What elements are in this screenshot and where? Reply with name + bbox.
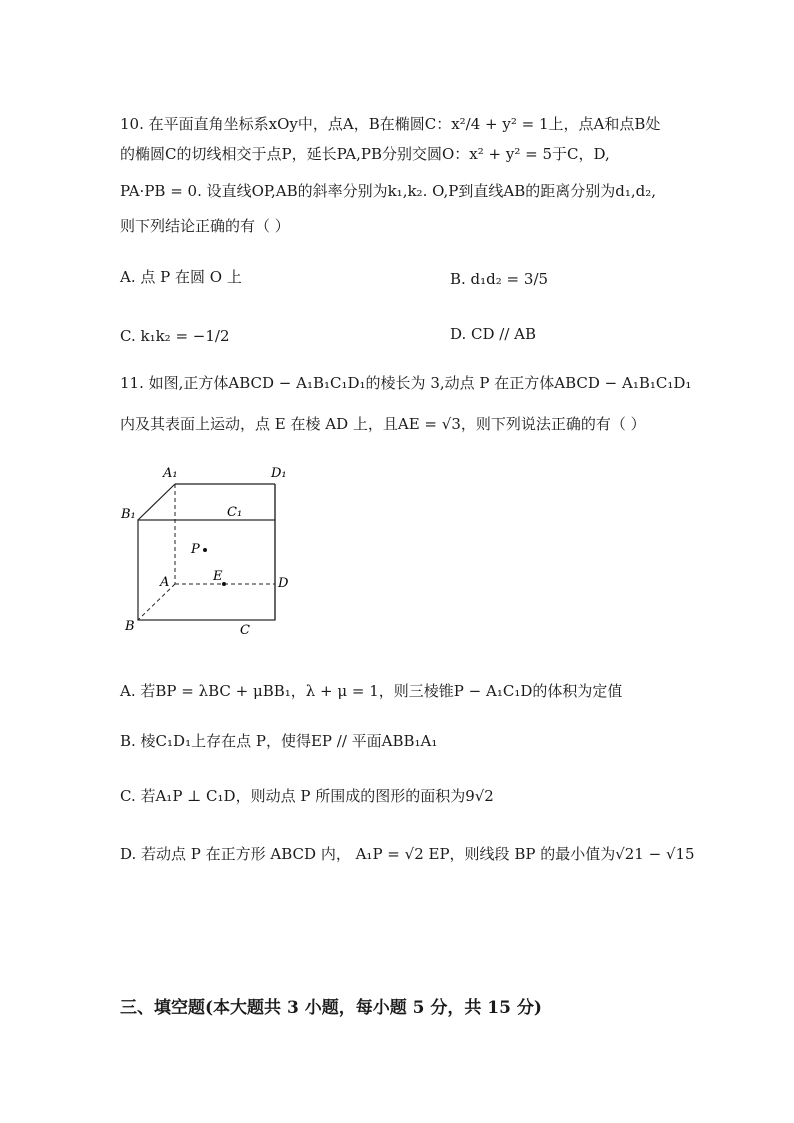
q10-line3: PA·PB = 0. 设直线OP,AB的斜率分别为k₁,k₂. O,P到直线AB的距离分别为d₁,d₂,	[120, 182, 657, 200]
label-a1: A₁	[163, 466, 178, 481]
q11-option-a: A. 若BP = λBC + μBB₁，λ + μ = 1，则三棱锥P − A₁C₁D的体积为定值	[120, 682, 623, 700]
point-e	[222, 582, 226, 586]
label-p: P	[191, 542, 200, 557]
q11-line1: 11. 如图,正方体ABCD − A₁B₁C₁D₁的棱长为 3,动点 P 在正方体ABCD − A₁B₁C₁D₁	[120, 374, 692, 392]
hidden-edge-a-b	[138, 584, 175, 620]
label-c1: C₁	[227, 505, 243, 520]
label-c: C	[240, 623, 250, 638]
label-d1: D₁	[271, 466, 287, 481]
point-p	[203, 548, 207, 552]
q11-option-b: B. 棱C₁D₁上存在点 P，使得EP // 平面ABB₁A₁	[120, 732, 438, 750]
label-b: B	[125, 619, 135, 634]
edge-b1-a1	[138, 484, 175, 520]
label-e: E	[213, 569, 223, 584]
label-a: A	[160, 575, 170, 590]
q10-option-a: A. 点 P 在圆 O 上	[120, 268, 242, 286]
q10-line1: 10. 在平面直角坐标系xOy中，点A，B在椭圆C：x²/4 + y² = 1上，点A和点B处	[120, 115, 661, 133]
label-b1: B₁	[121, 507, 136, 522]
q10-option-c: C. k₁k₂ = −1/2	[120, 327, 230, 345]
q10-line4: 则下列结论正确的有（ ）	[120, 217, 290, 235]
q10-option-b: B. d₁d₂ = 3/5	[450, 270, 549, 288]
cube-figure	[115, 460, 300, 640]
label-d: D	[278, 576, 289, 591]
q11-option-c: C. 若A₁P ⊥ C₁D，则动点 P 所围成的图形的面积为9√2	[120, 787, 494, 805]
q10-option-d: D. CD // AB	[450, 325, 537, 343]
q10-line2: 的椭圆C的切线相交于点P，延长PA,PB分别交圆O：x² + y² = 5于C，D,	[120, 145, 610, 163]
q11-option-d: D. 若动点 P 在正方形 ABCD 内， A₁P = √2 EP，则线段 BP 的最小值为√21 − √15	[120, 845, 695, 863]
section3-title: 三、填空题(本大题共 3 小题，每小题 5 分，共 15 分)	[120, 998, 542, 1018]
cube-front-face	[138, 520, 275, 620]
q11-line2: 内及其表面上运动，点 E 在棱 AD 上，且AE = √3，则下列说法正确的有（ ）	[120, 415, 646, 433]
